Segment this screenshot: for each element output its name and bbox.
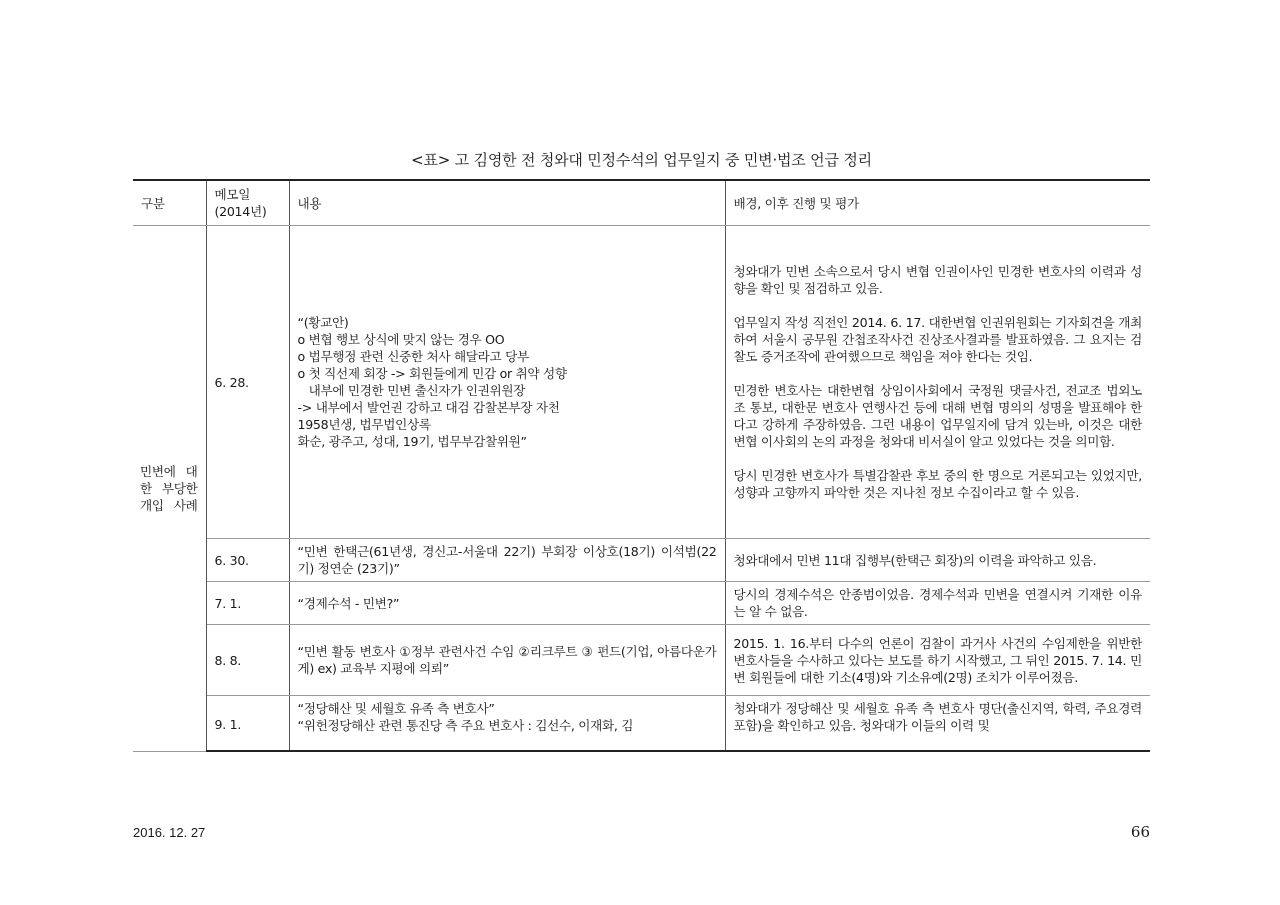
memo-date-cell: 6. 30. <box>206 539 289 582</box>
content-cell: “정당해산 및 세월호 유족 측 변호사” “위헌정당해산 관련 통진당 측 주요 변호사 : 김선수, 이재화, 김 <box>289 696 725 752</box>
content-cell: “(황교안) o 변협 행보 상식에 맞지 않는 경우 OO o 법무행정 관련 신중한 처사 해달라고 당부 o 첫 직선제 회장 -> 회원들에게 민감 or 취약 성향 내부에 민경한 민변 출신자가 인권위원장 -> 내부에서 발언권 강하고 대검 감찰본부장 자천 1958년생, 법무법인상록 화순, 광주고, 성대, 19기, 법무부감찰위원” <box>289 226 725 539</box>
memo-date-cell: 7. 1. <box>206 582 289 625</box>
table-header-row <box>133 180 1150 226</box>
content-cell: “민변 한택근(61년생, 경신고-서울대 22기) 부회장 이상호(18기) 이석범(22기) 정연순 (23기)” <box>289 539 725 582</box>
table-row <box>133 226 1150 539</box>
background-cell: 2015. 1. 16.부터 다수의 언론이 검찰이 과거사 사건의 수임제한을 위반한 변호사들을 수사하고 있다는 보도를 하기 시작했고, 그 뒤인 2015. 7. 14. 민변 회원들에 대한 기소(4명)와 기소유예(2명) 조치가 이루어졌음. <box>725 625 1150 696</box>
content-cell: “경제수석 - 민변?” <box>289 582 725 625</box>
memo-table <box>133 179 1150 752</box>
content-cell: “민변 활동 변호사 ①정부 관련사건 수임 ②리크루트 ③ 펀드(기업, 아름다운가게) ex) 교육부 지평에 의뢰” <box>289 625 725 696</box>
footer-date: 2016. 12. 27 <box>133 825 206 840</box>
table-row <box>133 539 1150 582</box>
memo-date-cell: 6. 28. <box>206 226 289 539</box>
header-category: 구분 <box>133 180 206 226</box>
memo-date-cell: 9. 1. <box>206 696 289 752</box>
header-content: 내용 <box>289 180 725 226</box>
table-row <box>133 625 1150 696</box>
background-cell: 청와대가 민변 소속으로서 당시 변협 인권이사인 민경한 변호사의 이력과 성향을 확인 및 점검하고 있음. 업무일지 작성 직전인 2014. 6. 17. 대한변협 인권위원회는 기자회견을 개최하여 서울시 공무원 간첩조작사건 진상조사결과를 발표하였음. 그 요지는 검찰도 증거조작에 관여했으므로 책임을 져야 한다는 것임. 민경한 변호사는 대한변협 상임이사회에서 국정원 댓글사건, 전교조 법외노조 통보, 대한문 변호사 연행사건 등에 대해 변협 명의의 성명을 발표해야 한다고 강하게 주장하였음. 그런 내용이 업무일지에 담겨 있는바, 이것은 대한변협 이사회의 논의 과정을 청와대 비서실이 알고 있었다는 것을 의미함. 당시 민경한 변호사가 특별감찰관 후보 중의 한 명으로 거론되고는 있었지만, 성향과 고향까지 파악한 것은 지나친 정보 수집이라고 할 수 있음. <box>725 226 1150 539</box>
header-memo-date: 메모일 (2014년) <box>206 180 289 226</box>
table-title: <표> 고 김영한 전 청와대 민정수석의 업무일지 중 민변·법조 언급 정리 <box>411 151 872 169</box>
header-background: 배경, 이후 진행 및 평가 <box>725 180 1150 226</box>
memo-date-cell: 8. 8. <box>206 625 289 696</box>
background-cell: 청와대에서 민변 11대 집행부(한택근 회장)의 이력을 파악하고 있음. <box>725 539 1150 582</box>
background-cell: 청와대가 정당해산 및 세월호 유족 측 변호사 명단(출신지역, 학력, 주요경력 포함)을 확인하고 있음. 청와대가 이들의 이력 및 <box>725 696 1150 752</box>
table-row <box>133 582 1150 625</box>
category-cell: 민변에 대한 부당한 개입 사례 <box>133 226 206 752</box>
table-row <box>133 696 1150 752</box>
page-number: 66 <box>1130 823 1150 841</box>
background-cell: 당시의 경제수석은 안종범이었음. 경제수석과 민변을 연결시켜 기재한 이유는 알 수 없음. <box>725 582 1150 625</box>
